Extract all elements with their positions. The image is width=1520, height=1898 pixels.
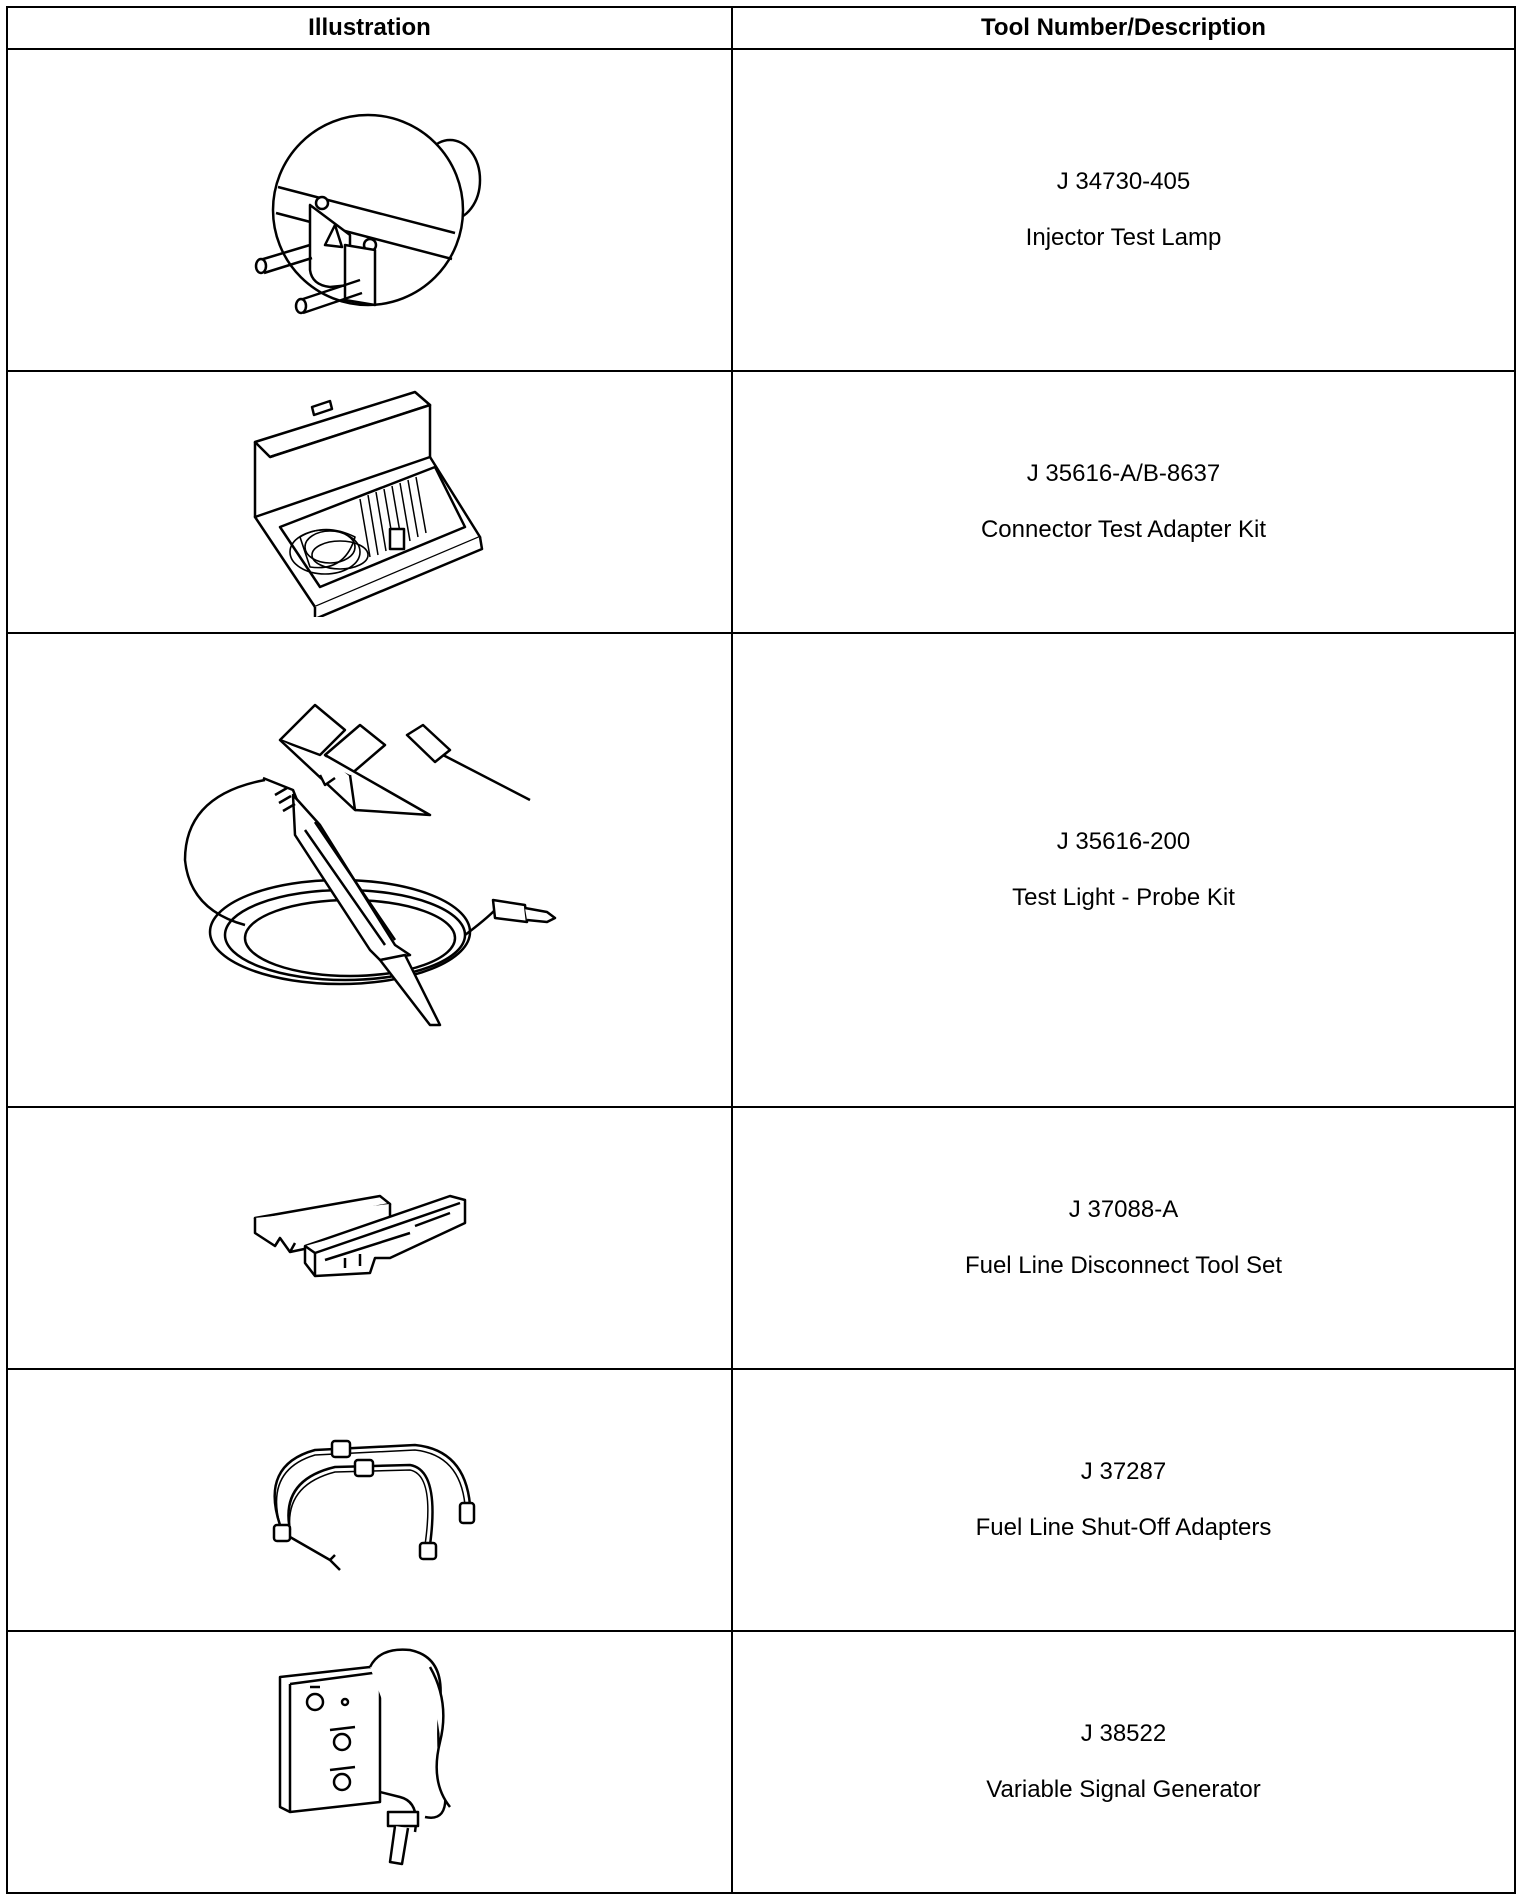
fuel-line-shutoff-adapters-illustration [260, 1425, 480, 1575]
illustration-cell [7, 1369, 732, 1631]
test-light-probe-kit-illustration [175, 700, 565, 1040]
description-cell [732, 1369, 1515, 1631]
tool-number: J 35616-A/B-8637 [1026, 460, 1221, 487]
variable-signal-generator-illustration [270, 1642, 470, 1882]
description-cell [732, 49, 1515, 371]
illustration-cell [7, 371, 732, 633]
illustration-cell [7, 1631, 732, 1893]
description-cell [732, 1107, 1515, 1369]
table-row [7, 1631, 1515, 1893]
table-row [7, 633, 1515, 1107]
table-row [7, 371, 1515, 633]
tool-description: Connector Test Adapter Kit [980, 516, 1267, 543]
tool-number: J 34730-405 [1056, 168, 1191, 195]
tool-number: J 37088-A [1068, 1196, 1179, 1223]
connector-test-adapter-kit-illustration [250, 387, 490, 617]
fuel-line-disconnect-tool-illustration [250, 1188, 490, 1288]
illustration-cell [7, 633, 732, 1107]
description-cell [732, 633, 1515, 1107]
tool-number: J 35616-200 [1056, 828, 1191, 855]
header-tool-description: Tool Number/Description [732, 7, 1515, 49]
tool-description: Variable Signal Generator [986, 1776, 1261, 1803]
tool-number: J 38522 [1080, 1720, 1167, 1747]
table-header-row [7, 7, 1515, 49]
tool-description: Test Light - Probe Kit [1012, 884, 1235, 911]
illustration-cell [7, 49, 732, 371]
table-row [7, 1369, 1515, 1631]
tool-number: J 37287 [1080, 1458, 1167, 1485]
header-illustration: Illustration [7, 7, 732, 49]
description-cell [732, 1631, 1515, 1893]
table-row [7, 1107, 1515, 1369]
description-cell [732, 371, 1515, 633]
tool-description: Injector Test Lamp [1025, 224, 1222, 251]
injector-test-lamp-illustration [250, 95, 490, 325]
special-tools-table [6, 6, 1516, 1894]
tool-description: Fuel Line Shut-Off Adapters [975, 1514, 1272, 1541]
illustration-cell [7, 1107, 732, 1369]
tool-description: Fuel Line Disconnect Tool Set [964, 1252, 1283, 1279]
table-row [7, 49, 1515, 371]
